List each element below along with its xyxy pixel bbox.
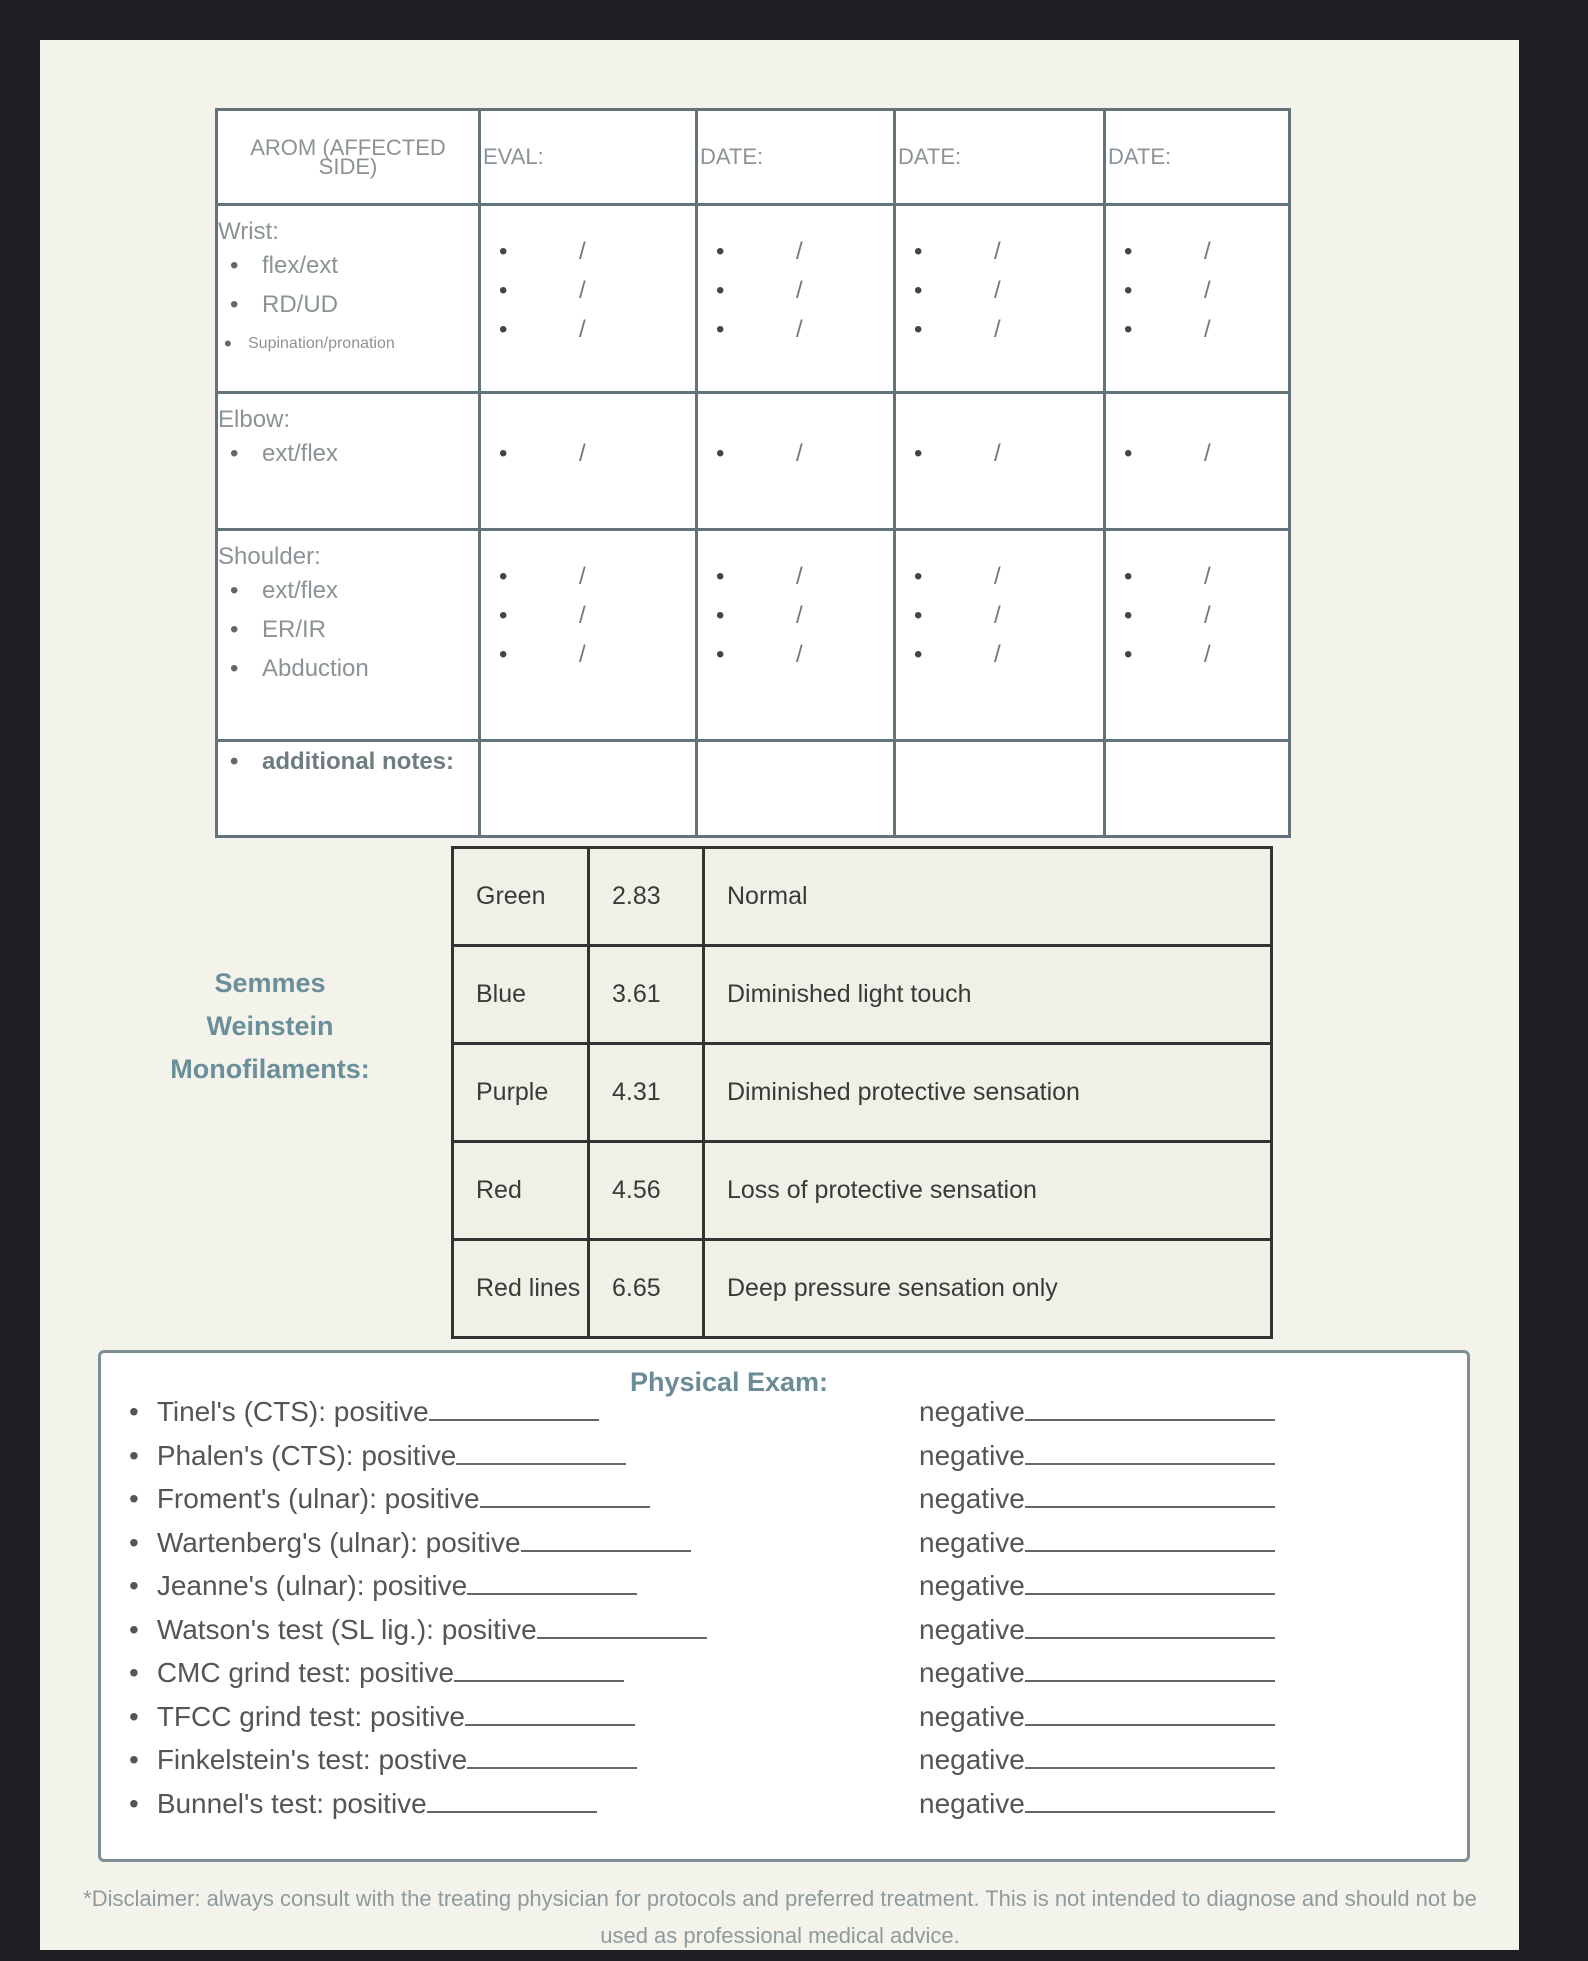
measure-cell[interactable]	[697, 393, 895, 530]
negative-label: negative	[919, 1657, 1025, 1688]
measure-entry[interactable]	[481, 596, 695, 635]
slash-separator: /	[796, 641, 803, 668]
bullet-icon: •	[1124, 440, 1133, 467]
negative-label: negative	[919, 1787, 1025, 1819]
measure-cell[interactable]	[895, 393, 1105, 530]
test-label: Froment's (ulnar): positive	[156, 1483, 480, 1514]
negative-field[interactable]	[919, 1701, 1275, 1733]
slash-separator: /	[994, 316, 1001, 343]
positive-field[interactable]	[129, 1483, 650, 1515]
negative-blank-line[interactable]	[1025, 1745, 1275, 1769]
bullet-icon: •	[499, 563, 508, 590]
negative-field[interactable]	[919, 1570, 1275, 1602]
exam-test-row	[129, 1483, 1429, 1527]
slash-separator: /	[796, 238, 803, 265]
exam-test-row	[129, 1527, 1429, 1571]
filament-value: 2.83	[589, 848, 704, 946]
measure-entry[interactable]	[481, 310, 695, 349]
slash-separator: /	[579, 440, 586, 467]
positive-field[interactable]	[129, 1614, 707, 1646]
monofilament-row	[453, 1044, 1272, 1142]
date-header-1[interactable]: DATE:	[697, 110, 895, 205]
measure-entry[interactable]	[481, 271, 695, 310]
negative-label: negative	[919, 1396, 1025, 1427]
monofilaments-label: Semmes Weinstein Monofilaments:	[170, 968, 370, 1084]
positive-field[interactable]	[129, 1570, 637, 1602]
filament-color: Red	[453, 1142, 589, 1240]
slash-separator: /	[994, 602, 1001, 629]
notes-cell[interactable]	[1105, 741, 1290, 837]
bullet-icon: •	[914, 440, 923, 467]
positive-blank-line[interactable]	[537, 1615, 707, 1639]
slash-separator: /	[579, 238, 586, 265]
slash-separator: /	[994, 238, 1001, 265]
bullet-icon: •	[1124, 641, 1133, 668]
slash-separator: /	[579, 277, 586, 304]
bullet-icon: •	[1124, 602, 1133, 629]
measure-entry[interactable]	[896, 596, 1103, 635]
measure-cell[interactable]	[480, 205, 697, 393]
elbow-row	[217, 393, 1290, 530]
wrist-title: Wrist:	[218, 218, 279, 245]
list-item: • RD/UD	[218, 285, 478, 324]
bullet-icon: •	[914, 641, 923, 668]
bullet-icon: •	[1124, 316, 1133, 343]
measure-entry[interactable]	[698, 310, 893, 349]
list-item: • ext/flex	[218, 571, 478, 610]
filament-color: Green	[453, 848, 589, 946]
measure-entry[interactable]	[1106, 596, 1288, 635]
positive-blank-line[interactable]	[454, 1658, 624, 1682]
bullet-icon: •	[716, 238, 725, 265]
filament-meaning: Deep pressure sensation only	[704, 1240, 1272, 1338]
measure-entry[interactable]	[698, 557, 893, 596]
negative-label: negative	[919, 1744, 1025, 1775]
positive-blank-line[interactable]	[456, 1441, 626, 1465]
filament-color: Red lines	[453, 1240, 589, 1338]
exam-test-row	[129, 1440, 1429, 1484]
bullet-icon: •	[1124, 563, 1133, 590]
monofilament-row	[453, 1142, 1272, 1240]
slash-separator: /	[1204, 641, 1211, 668]
list-item: • flex/ext	[218, 246, 478, 285]
document-page	[40, 40, 1519, 1950]
test-label: TFCC grind test: positive	[156, 1700, 465, 1732]
measure-cell[interactable]	[480, 530, 697, 741]
bullet-icon: •	[499, 641, 508, 668]
bullet-icon: •	[499, 440, 508, 467]
notes-cell[interactable]	[480, 741, 697, 837]
negative-label: negative	[919, 1700, 1025, 1732]
filament-meaning: Loss of protective sensation	[704, 1142, 1272, 1240]
measure-entry[interactable]	[481, 635, 695, 674]
test-label: Watson's test (SL lig.): positive	[156, 1613, 537, 1645]
eval-header[interactable]: EVAL:	[480, 110, 697, 205]
negative-label: negative	[919, 1439, 1025, 1471]
slash-separator: /	[994, 563, 1001, 590]
slash-separator: /	[796, 440, 803, 467]
filament-color: Blue	[453, 946, 589, 1044]
bullet-icon: •	[1124, 238, 1133, 265]
positive-field[interactable]	[129, 1788, 597, 1820]
measure-entry[interactable]	[896, 557, 1103, 596]
negative-blank-line[interactable]	[1025, 1658, 1275, 1682]
measure-entry[interactable]	[698, 271, 893, 310]
negative-field[interactable]	[919, 1527, 1275, 1559]
slash-separator: /	[579, 563, 586, 590]
exam-test-row	[129, 1788, 1429, 1832]
slash-separator: /	[796, 563, 803, 590]
test-label: CMC grind test: positive	[156, 1657, 455, 1688]
negative-field[interactable]	[919, 1788, 1275, 1820]
measure-entry[interactable]	[481, 232, 695, 271]
exam-test-row	[129, 1657, 1429, 1701]
measure-entry[interactable]	[1106, 310, 1288, 349]
filament-meaning: Diminished protective sensation	[704, 1044, 1272, 1142]
positive-blank-line[interactable]	[467, 1745, 637, 1769]
test-label: Finkelstein's test: postive	[156, 1744, 468, 1775]
date-header-3[interactable]: DATE:	[1105, 110, 1290, 205]
bullet-icon: •	[499, 316, 508, 343]
negative-blank-line[interactable]	[1025, 1441, 1275, 1465]
date-header-2[interactable]: DATE:	[895, 110, 1105, 205]
test-label: Wartenberg's (ulnar): positive	[156, 1526, 521, 1558]
positive-field[interactable]	[129, 1744, 637, 1776]
exam-test-row	[129, 1570, 1429, 1614]
exam-test-row	[129, 1614, 1429, 1658]
slash-separator: /	[579, 602, 586, 629]
slash-separator: /	[579, 316, 586, 343]
positive-blank-line[interactable]	[427, 1789, 597, 1813]
bullet-icon: •	[914, 238, 923, 265]
positive-field[interactable]	[129, 1701, 635, 1733]
positive-blank-line[interactable]	[465, 1702, 635, 1726]
slash-separator: /	[994, 440, 1001, 467]
negative-blank-line[interactable]	[1025, 1789, 1275, 1813]
bullet-icon: •	[499, 277, 508, 304]
slash-separator: /	[1204, 316, 1211, 343]
measure-entry[interactable]	[896, 635, 1103, 674]
slash-separator: /	[1204, 602, 1211, 629]
positive-field[interactable]	[129, 1396, 599, 1428]
positive-field[interactable]	[129, 1527, 691, 1559]
bullet-icon: •	[716, 277, 725, 304]
list-item: • Supination/pronation	[218, 324, 478, 363]
filament-color: Purple	[453, 1044, 589, 1142]
measure-cell[interactable]	[1105, 393, 1290, 530]
negative-blank-line[interactable]	[1025, 1484, 1275, 1508]
disclaimer: *Disclaimer: always consult with the treating physician for protocols and preferred treatment. This is not intended to diagnose and should not be used as professional medical advice.	[83, 1886, 1477, 1948]
exam-test-row	[129, 1744, 1429, 1788]
exam-test-row	[129, 1396, 1429, 1440]
bullet-icon: •	[499, 602, 508, 629]
negative-field[interactable]	[919, 1483, 1275, 1515]
measure-entry[interactable]	[896, 434, 1103, 473]
slash-separator: /	[796, 277, 803, 304]
measure-cell[interactable]	[895, 530, 1105, 741]
filament-value: 6.65	[589, 1240, 704, 1338]
slash-separator: /	[1204, 277, 1211, 304]
elbow-label-cell	[217, 393, 480, 530]
bullet-icon: •	[1124, 277, 1133, 304]
wrist-row	[217, 205, 1290, 393]
measure-entry[interactable]	[1106, 232, 1288, 271]
measure-cell[interactable]	[1105, 530, 1290, 741]
negative-label: negative	[919, 1483, 1025, 1514]
filament-meaning: Diminished light touch	[704, 946, 1272, 1044]
filament-value: 4.31	[589, 1044, 704, 1142]
positive-blank-line[interactable]	[429, 1397, 599, 1421]
measure-entry[interactable]	[896, 310, 1103, 349]
measure-entry[interactable]	[896, 232, 1103, 271]
shoulder-row	[217, 530, 1290, 741]
measure-cell[interactable]	[697, 205, 895, 393]
negative-field[interactable]	[919, 1657, 1275, 1689]
measure-entry[interactable]	[1106, 271, 1288, 310]
measure-cell[interactable]	[1105, 205, 1290, 393]
positive-field[interactable]	[129, 1440, 626, 1472]
slash-separator: /	[1204, 238, 1211, 265]
notes-cell[interactable]	[697, 741, 895, 837]
test-label: Phalen's (CTS): positive	[156, 1439, 457, 1471]
filament-value: 4.56	[589, 1142, 704, 1240]
bullet-icon: •	[914, 316, 923, 343]
list-item: • ext/flex	[218, 434, 478, 473]
slash-separator: /	[796, 602, 803, 629]
slash-separator: /	[1204, 440, 1211, 467]
measure-entry[interactable]	[698, 596, 893, 635]
test-label: Bunnel's test: positive	[156, 1787, 427, 1819]
negative-field[interactable]	[919, 1396, 1275, 1428]
bullet-icon: •	[716, 602, 725, 629]
physical-exam-title: Physical Exam:	[629, 1367, 829, 1397]
negative-blank-line[interactable]	[1025, 1615, 1275, 1639]
slash-separator: /	[994, 277, 1001, 304]
list-item: • ER/IR	[218, 610, 478, 649]
measure-entry[interactable]	[1106, 434, 1288, 473]
monofilament-row	[453, 946, 1272, 1044]
filament-meaning: Normal	[704, 848, 1272, 946]
notes-cell[interactable]	[895, 741, 1105, 837]
measure-entry[interactable]	[1106, 635, 1288, 674]
slash-separator: /	[1204, 563, 1211, 590]
arom-table	[215, 108, 1291, 838]
negative-field[interactable]	[919, 1744, 1275, 1776]
negative-blank-line[interactable]	[1025, 1702, 1275, 1726]
measure-cell[interactable]	[480, 393, 697, 530]
bullet-icon: •	[914, 602, 923, 629]
wrist-label-cell	[217, 205, 480, 393]
negative-label: negative	[919, 1613, 1025, 1645]
bullet-icon: •	[914, 563, 923, 590]
monofilament-table	[451, 846, 1273, 1339]
test-label: Tinel's (CTS): positive	[156, 1396, 429, 1427]
measure-entry[interactable]	[698, 232, 893, 271]
positive-blank-line[interactable]	[521, 1528, 691, 1552]
measure-entry[interactable]	[698, 434, 893, 473]
elbow-title: Elbow:	[218, 406, 291, 433]
positive-blank-line[interactable]	[467, 1571, 637, 1595]
measure-cell[interactable]	[697, 530, 895, 741]
arom-header-row	[217, 110, 1290, 205]
bullet-icon: •	[716, 641, 725, 668]
bullet-icon: •	[716, 440, 725, 467]
monofilament-row	[453, 848, 1272, 946]
measure-cell[interactable]	[895, 205, 1105, 393]
measure-entry[interactable]	[481, 557, 695, 596]
physical-exam-box	[98, 1350, 1470, 1862]
measure-entry[interactable]	[896, 271, 1103, 310]
negative-blank-line[interactable]	[1025, 1528, 1275, 1552]
test-label: Jeanne's (ulnar): positive	[156, 1570, 468, 1601]
shoulder-title: Shoulder:	[218, 543, 321, 570]
slash-separator: /	[994, 641, 1001, 668]
list-item: • Abduction	[218, 649, 478, 688]
bullet-icon: •	[914, 277, 923, 304]
arom-header-label: AROM (AFFECTED SIDE)	[217, 110, 480, 205]
negative-blank-line[interactable]	[1025, 1571, 1275, 1595]
negative-field[interactable]	[919, 1614, 1275, 1646]
negative-label: negative	[919, 1570, 1025, 1601]
positive-blank-line[interactable]	[480, 1484, 650, 1508]
notes-row	[217, 741, 1290, 837]
bullet-icon: •	[499, 238, 508, 265]
slash-separator: /	[796, 316, 803, 343]
negative-field[interactable]	[919, 1440, 1275, 1472]
measure-entry[interactable]	[1106, 557, 1288, 596]
positive-field[interactable]	[129, 1657, 624, 1689]
negative-label: negative	[919, 1526, 1025, 1558]
bullet-icon: •	[716, 316, 725, 343]
notes-label: • additional notes:	[218, 742, 478, 782]
negative-blank-line[interactable]	[1025, 1397, 1275, 1421]
monofilament-row	[453, 1240, 1272, 1338]
slash-separator: /	[579, 641, 586, 668]
notes-label-cell	[217, 741, 480, 837]
filament-value: 3.61	[589, 946, 704, 1044]
bullet-icon: •	[716, 563, 725, 590]
measure-entry[interactable]	[481, 434, 695, 473]
exam-test-row	[129, 1701, 1429, 1745]
shoulder-label-cell	[217, 530, 480, 741]
measure-entry[interactable]	[698, 635, 893, 674]
